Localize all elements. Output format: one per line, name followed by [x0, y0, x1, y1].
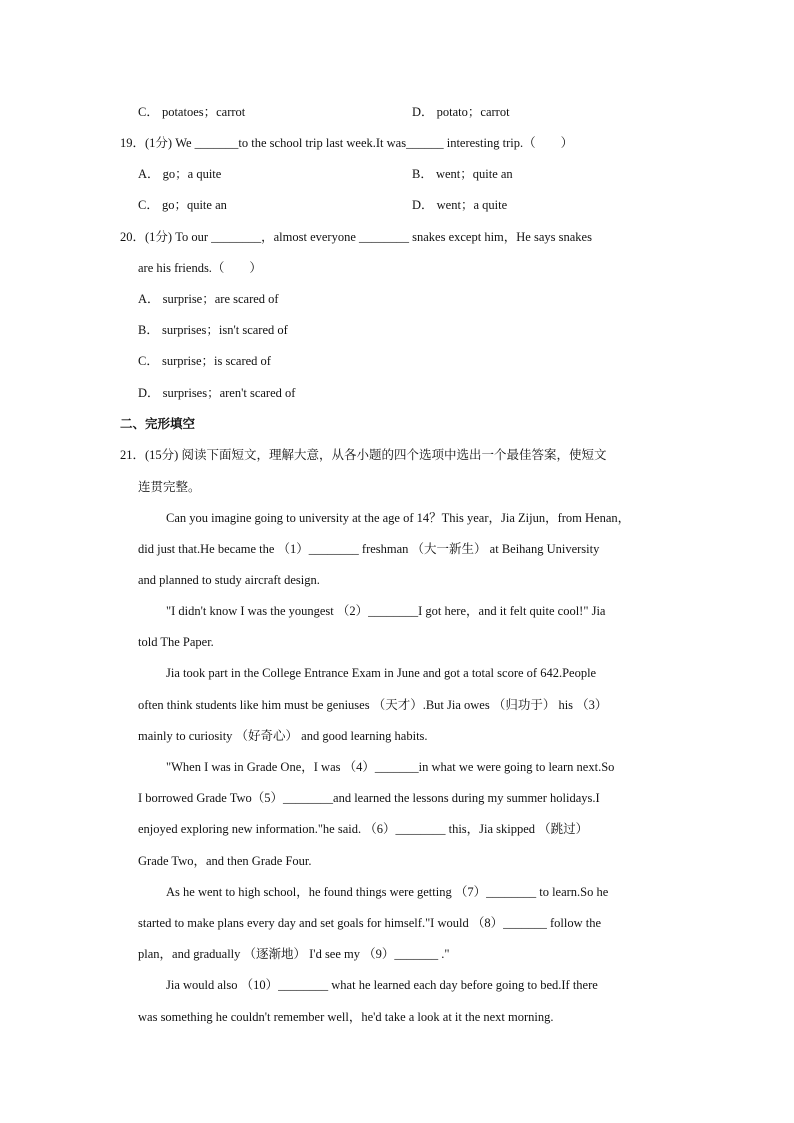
passage-line: As he went to high school，he found things were getting （7）________ to learn.So he	[166, 885, 609, 899]
passage-line: "When I was in Grade One，I was （4）_______in what we were going to learn next.So	[166, 760, 615, 774]
passage-line: Jia would also （10）________ what he learned each day before going to bed.If there	[166, 978, 598, 992]
q18-option-c: C． potatoes；carrot	[138, 105, 246, 119]
q21-stem: 21．(15分) 阅读下面短文，理解大意，从各小题的四个选项中选出一个最佳答案，使短文	[120, 448, 607, 462]
q20-option-c: C． surprise；is scared of	[138, 354, 271, 368]
passage-line: Jia took part in the College Entrance Exam in June and got a total score of 642.People	[166, 666, 597, 680]
passage-line: Can you imagine going to university at the age of 14？This year，Jia Zijun，from Henan，	[166, 511, 631, 525]
q19-option-d: D． went；a quite	[412, 198, 508, 212]
q20-option-d: D． surprises；aren't scared of	[138, 386, 296, 400]
q18-option-d: D． potato；carrot	[412, 105, 510, 119]
passage-line: Grade Two，and then Grade Four.	[138, 854, 312, 868]
q20-option-b: B． surprises；isn't scared of	[138, 323, 288, 337]
passage-line: plan，and gradually （逐渐地） I'd see my （9）_______ ."	[138, 947, 450, 961]
q19-option-b: B． went；quite an	[412, 167, 513, 181]
passage-line: started to make plans every day and set goals for himself."I would （8）_______ follow the	[138, 916, 601, 930]
q20-option-a: A． surprise；are scared of	[138, 292, 279, 306]
passage-line: enjoyed exploring new information."he said. （6）________ this，Jia skipped （跳过）	[138, 822, 589, 836]
q19-option-a: A． go；a quite	[138, 167, 222, 181]
q19-option-c: C． go；quite an	[138, 198, 227, 212]
passage-line: often think students like him must be geniuses （天才）.But Jia owes （归功于） his （3）	[138, 698, 608, 712]
passage-line: mainly to curiosity （好奇心） and good learning habits.	[138, 729, 428, 743]
section-heading: 二、完形填空	[120, 416, 196, 431]
q20-stem: 20．(1分) To our ________，almost everyone ________ snakes except him，He says snakes	[120, 230, 592, 244]
q19-stem: 19．(1分) We _______to the school trip last week.It was______ interesting trip.（ ）	[120, 136, 574, 150]
passage-line: was something he couldn't remember well，he'd take a look at it the next morning.	[138, 1010, 554, 1024]
passage-line: "I didn't know I was the youngest （2）________I got here，and it felt quite cool!" Jia	[166, 604, 606, 618]
passage-line: I borrowed Grade Two（5）________and learned the lessons during my summer holidays.I	[138, 791, 600, 805]
q21-stem-continued: 连贯完整。	[138, 480, 201, 494]
q20-stem-continued: are his friends.（ ）	[138, 261, 262, 275]
passage-line: did just that.He became the （1）________ freshman （大一新生） at Beihang University	[138, 542, 600, 556]
passage-line: and planned to study aircraft design.	[138, 573, 320, 587]
passage-line: told The Paper.	[138, 635, 214, 649]
